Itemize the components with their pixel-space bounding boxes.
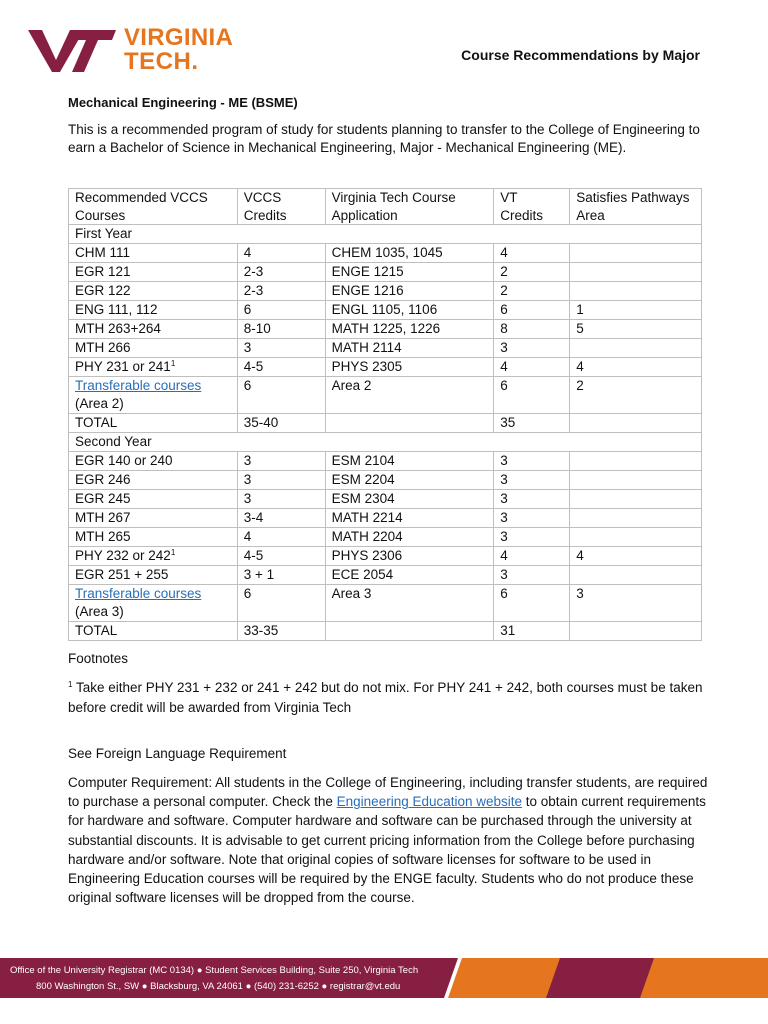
- table-row: [69, 509, 702, 528]
- table-row: [69, 282, 702, 301]
- vccs-credits-cell: 3-4: [237, 509, 325, 528]
- footer-band-graphic: [0, 958, 768, 998]
- pathways-cell: 4: [570, 358, 702, 377]
- course-cell: MTH 266: [69, 339, 238, 358]
- header-cell: Virginia Tech Course Application: [325, 189, 494, 225]
- foreign-language-note: See Foreign Language Requirement: [68, 746, 287, 761]
- pathways-cell: [570, 490, 702, 509]
- vt-course-cell: MATH 2114: [325, 339, 494, 358]
- table-row: [69, 585, 702, 622]
- pathways-cell: [570, 263, 702, 282]
- first-year-total-row: [69, 414, 702, 433]
- second-year-row: [69, 433, 702, 452]
- course-cell: CHM 111: [69, 244, 238, 263]
- vt-credits-cell: 6: [494, 377, 570, 414]
- table-row: [69, 471, 702, 490]
- total-vt-credits: 35: [494, 414, 570, 433]
- pathways-cell: 4: [570, 547, 702, 566]
- table-row: [69, 301, 702, 320]
- computer-requirement-label: Computer Requirement:: [68, 775, 213, 790]
- computer-requirement: Computer Requirement: All students in the College of Engineering, including transfer students, are required to purchase a personal computer. Check the Engineering Education website to obtain current requirements for hardware and software. Computer hardware and software can be purchased through the university at substantial discounts. It is advisable to get current pricing information from the College before purchasing hardware and/or software. Note that original copies of software licenses for software to be used in Engineering Education courses will be required by the ENGE faculty. Students who do not produce these original software licenses will be dropped from the course.: [68, 775, 708, 906]
- vt-course-cell: ESM 2304: [325, 490, 494, 509]
- header-cell: VCCS Credits: [237, 189, 325, 225]
- footnotes-heading: Footnotes: [68, 651, 129, 666]
- vt-course-cell: ESM 2204: [325, 471, 494, 490]
- table-row: [69, 263, 702, 282]
- course-cell: Transferable courses (Area 3): [69, 585, 238, 622]
- vccs-credits-cell: 3 + 1: [237, 566, 325, 585]
- vccs-credits-cell: 2-3: [237, 282, 325, 301]
- vccs-credits-cell: 4: [237, 528, 325, 547]
- pathways-cell: [570, 282, 702, 301]
- vccs-credits-cell: 6: [237, 377, 325, 414]
- vt-course-cell: ENGE 1216: [325, 282, 494, 301]
- vt-credits-cell: 2: [494, 263, 570, 282]
- vt-logo-mark-icon: [26, 26, 118, 74]
- table-row: [69, 377, 702, 414]
- course-cell: EGR 121: [69, 263, 238, 282]
- course-table: [68, 188, 702, 641]
- vccs-credits-cell: 3: [237, 471, 325, 490]
- vt-logo: [26, 24, 266, 78]
- course-cell: PHY 232 or $242^1$: [69, 547, 238, 566]
- course-cell: MTH 267: [69, 509, 238, 528]
- course-cell: MTH 263+264: [69, 320, 238, 339]
- table-row: [69, 320, 702, 339]
- pathways-cell: 1: [570, 301, 702, 320]
- document-title: Course Recommendations by Major: [461, 47, 700, 63]
- vt-course-cell: ENGE 1215: [325, 263, 494, 282]
- course-cell: EGR 140 or 240: [69, 452, 238, 471]
- vt-credits-cell: 3: [494, 339, 570, 358]
- vt-credits-cell: 3: [494, 471, 570, 490]
- pathways-cell: [570, 566, 702, 585]
- table-row: [69, 339, 702, 358]
- vccs-credits-cell: 2-3: [237, 263, 325, 282]
- program-heading: Mechanical Engineering - ME (BSME): [68, 95, 298, 110]
- total-vccs-credits: 33-35: [237, 622, 325, 641]
- vt-course-cell: PHYS 2305: [325, 358, 494, 377]
- transferable-courses-link[interactable]: Transferable courses: [75, 586, 202, 601]
- vt-course-cell: ECE 2054: [325, 566, 494, 585]
- vt-course-cell: MATH 2204: [325, 528, 494, 547]
- vccs-credits-cell: 4-5: [237, 358, 325, 377]
- vccs-credits-cell: 6: [237, 301, 325, 320]
- header-cell: Recommended VCCS Courses: [69, 189, 238, 225]
- vccs-credits-cell: 3: [237, 452, 325, 471]
- pathways-cell: 2: [570, 377, 702, 414]
- vt-credits-cell: 2: [494, 282, 570, 301]
- vt-course-cell: Area 2: [325, 377, 494, 414]
- table-row: [69, 528, 702, 547]
- course-cell: MTH 265: [69, 528, 238, 547]
- pathways-cell: [570, 509, 702, 528]
- vt-credits-cell: 4: [494, 358, 570, 377]
- vt-course-cell: ESM 2104: [325, 452, 494, 471]
- table-row: [69, 358, 702, 377]
- vccs-credits-cell: 3: [237, 339, 325, 358]
- vt-credits-cell: 3: [494, 528, 570, 547]
- course-cell: EGR 251 + 255: [69, 566, 238, 585]
- vccs-credits-cell: 3: [237, 490, 325, 509]
- vt-course-cell: ENGL 1105, 1106: [325, 301, 494, 320]
- total-vt-credits: 31: [494, 622, 570, 641]
- vt-credits-cell: 6: [494, 585, 570, 622]
- year-label: Second Year: [69, 433, 702, 452]
- vt-credits-cell: 3: [494, 566, 570, 585]
- table-row: [69, 566, 702, 585]
- pathways-cell: 3: [570, 585, 702, 622]
- footer-address-line1: Office of the University Registrar (MC 0134) ● Student Services Building, Suite 250, Virginia Tech: [10, 965, 419, 976]
- table-row: [69, 547, 702, 566]
- footnote-1: $^1$ Take either PHY 231 + 232 or 241 + 242 but do not mix. For PHY 241 + 242, both courses must be taken before credit will be awarded from Virginia Tech: [68, 680, 703, 715]
- table-row: [69, 490, 702, 509]
- vccs-credits-cell: 6: [237, 585, 325, 622]
- vccs-credits-cell: 8-10: [237, 320, 325, 339]
- logo-wordmark-line2: TECH.: [124, 48, 199, 75]
- year-label: First Year: [69, 225, 702, 244]
- header-cell: Satisfies Pathways Area: [570, 189, 702, 225]
- vt-credits-cell: 3: [494, 509, 570, 528]
- course-cell: EGR 246: [69, 471, 238, 490]
- vt-course-cell: Area 3: [325, 585, 494, 622]
- course-cell: EGR 245: [69, 490, 238, 509]
- transferable-courses-link[interactable]: Transferable courses: [75, 378, 202, 393]
- logo-wordmark-line1: VIRGINIA: [124, 24, 234, 51]
- table-row: [69, 244, 702, 263]
- pathways-cell: 5: [570, 320, 702, 339]
- course-cell: EGR 122: [69, 282, 238, 301]
- first-year-row: [69, 225, 702, 244]
- vt-course-cell: MATH 1225, 1226: [325, 320, 494, 339]
- engineering-education-link[interactable]: Engineering Education website: [336, 794, 523, 810]
- table-header-row: [69, 189, 702, 225]
- second-year-total-row: [69, 622, 702, 641]
- vt-course-cell: CHEM 1035, 1045: [325, 244, 494, 263]
- vccs-credits-cell: 4-5: [237, 547, 325, 566]
- vt-credits-cell: 6: [494, 301, 570, 320]
- total-vccs-credits: 35-40: [237, 414, 325, 433]
- vt-credits-cell: 3: [494, 452, 570, 471]
- pathways-cell: [570, 471, 702, 490]
- registrar-footer: [0, 958, 768, 998]
- course-cell: PHY 231 or $241^1$: [69, 358, 238, 377]
- pathways-cell: [570, 528, 702, 547]
- program-intro: This is a recommended program of study for students planning to transfer to the College of Engineering to earn a Bachelor of Science in Mechanical Engineering, Major - Mechanical Engineering (ME).: [68, 122, 700, 155]
- pathways-cell: [570, 452, 702, 471]
- vt-credits-cell: 8: [494, 320, 570, 339]
- total-label: TOTAL: [69, 414, 238, 433]
- vt-credits-cell: 4: [494, 244, 570, 263]
- vt-credits-cell: 3: [494, 490, 570, 509]
- pathways-cell: [570, 244, 702, 263]
- vccs-credits-cell: 4: [237, 244, 325, 263]
- pathways-cell: [570, 339, 702, 358]
- table-row: [69, 452, 702, 471]
- vt-course-cell: MATH 2214: [325, 509, 494, 528]
- footer-address-line2: 800 Washington St., SW ● Blacksburg, VA 24061 ● (540) 231-6252 ● registrar@vt.edu: [36, 981, 401, 992]
- header-cell: VT Credits: [494, 189, 570, 225]
- course-cell: ENG 111, 112: [69, 301, 238, 320]
- course-cell: Transferable courses (Area 2): [69, 377, 238, 414]
- vt-credits-cell: 4: [494, 547, 570, 566]
- total-label: TOTAL: [69, 622, 238, 641]
- vt-course-cell: PHYS 2306: [325, 547, 494, 566]
